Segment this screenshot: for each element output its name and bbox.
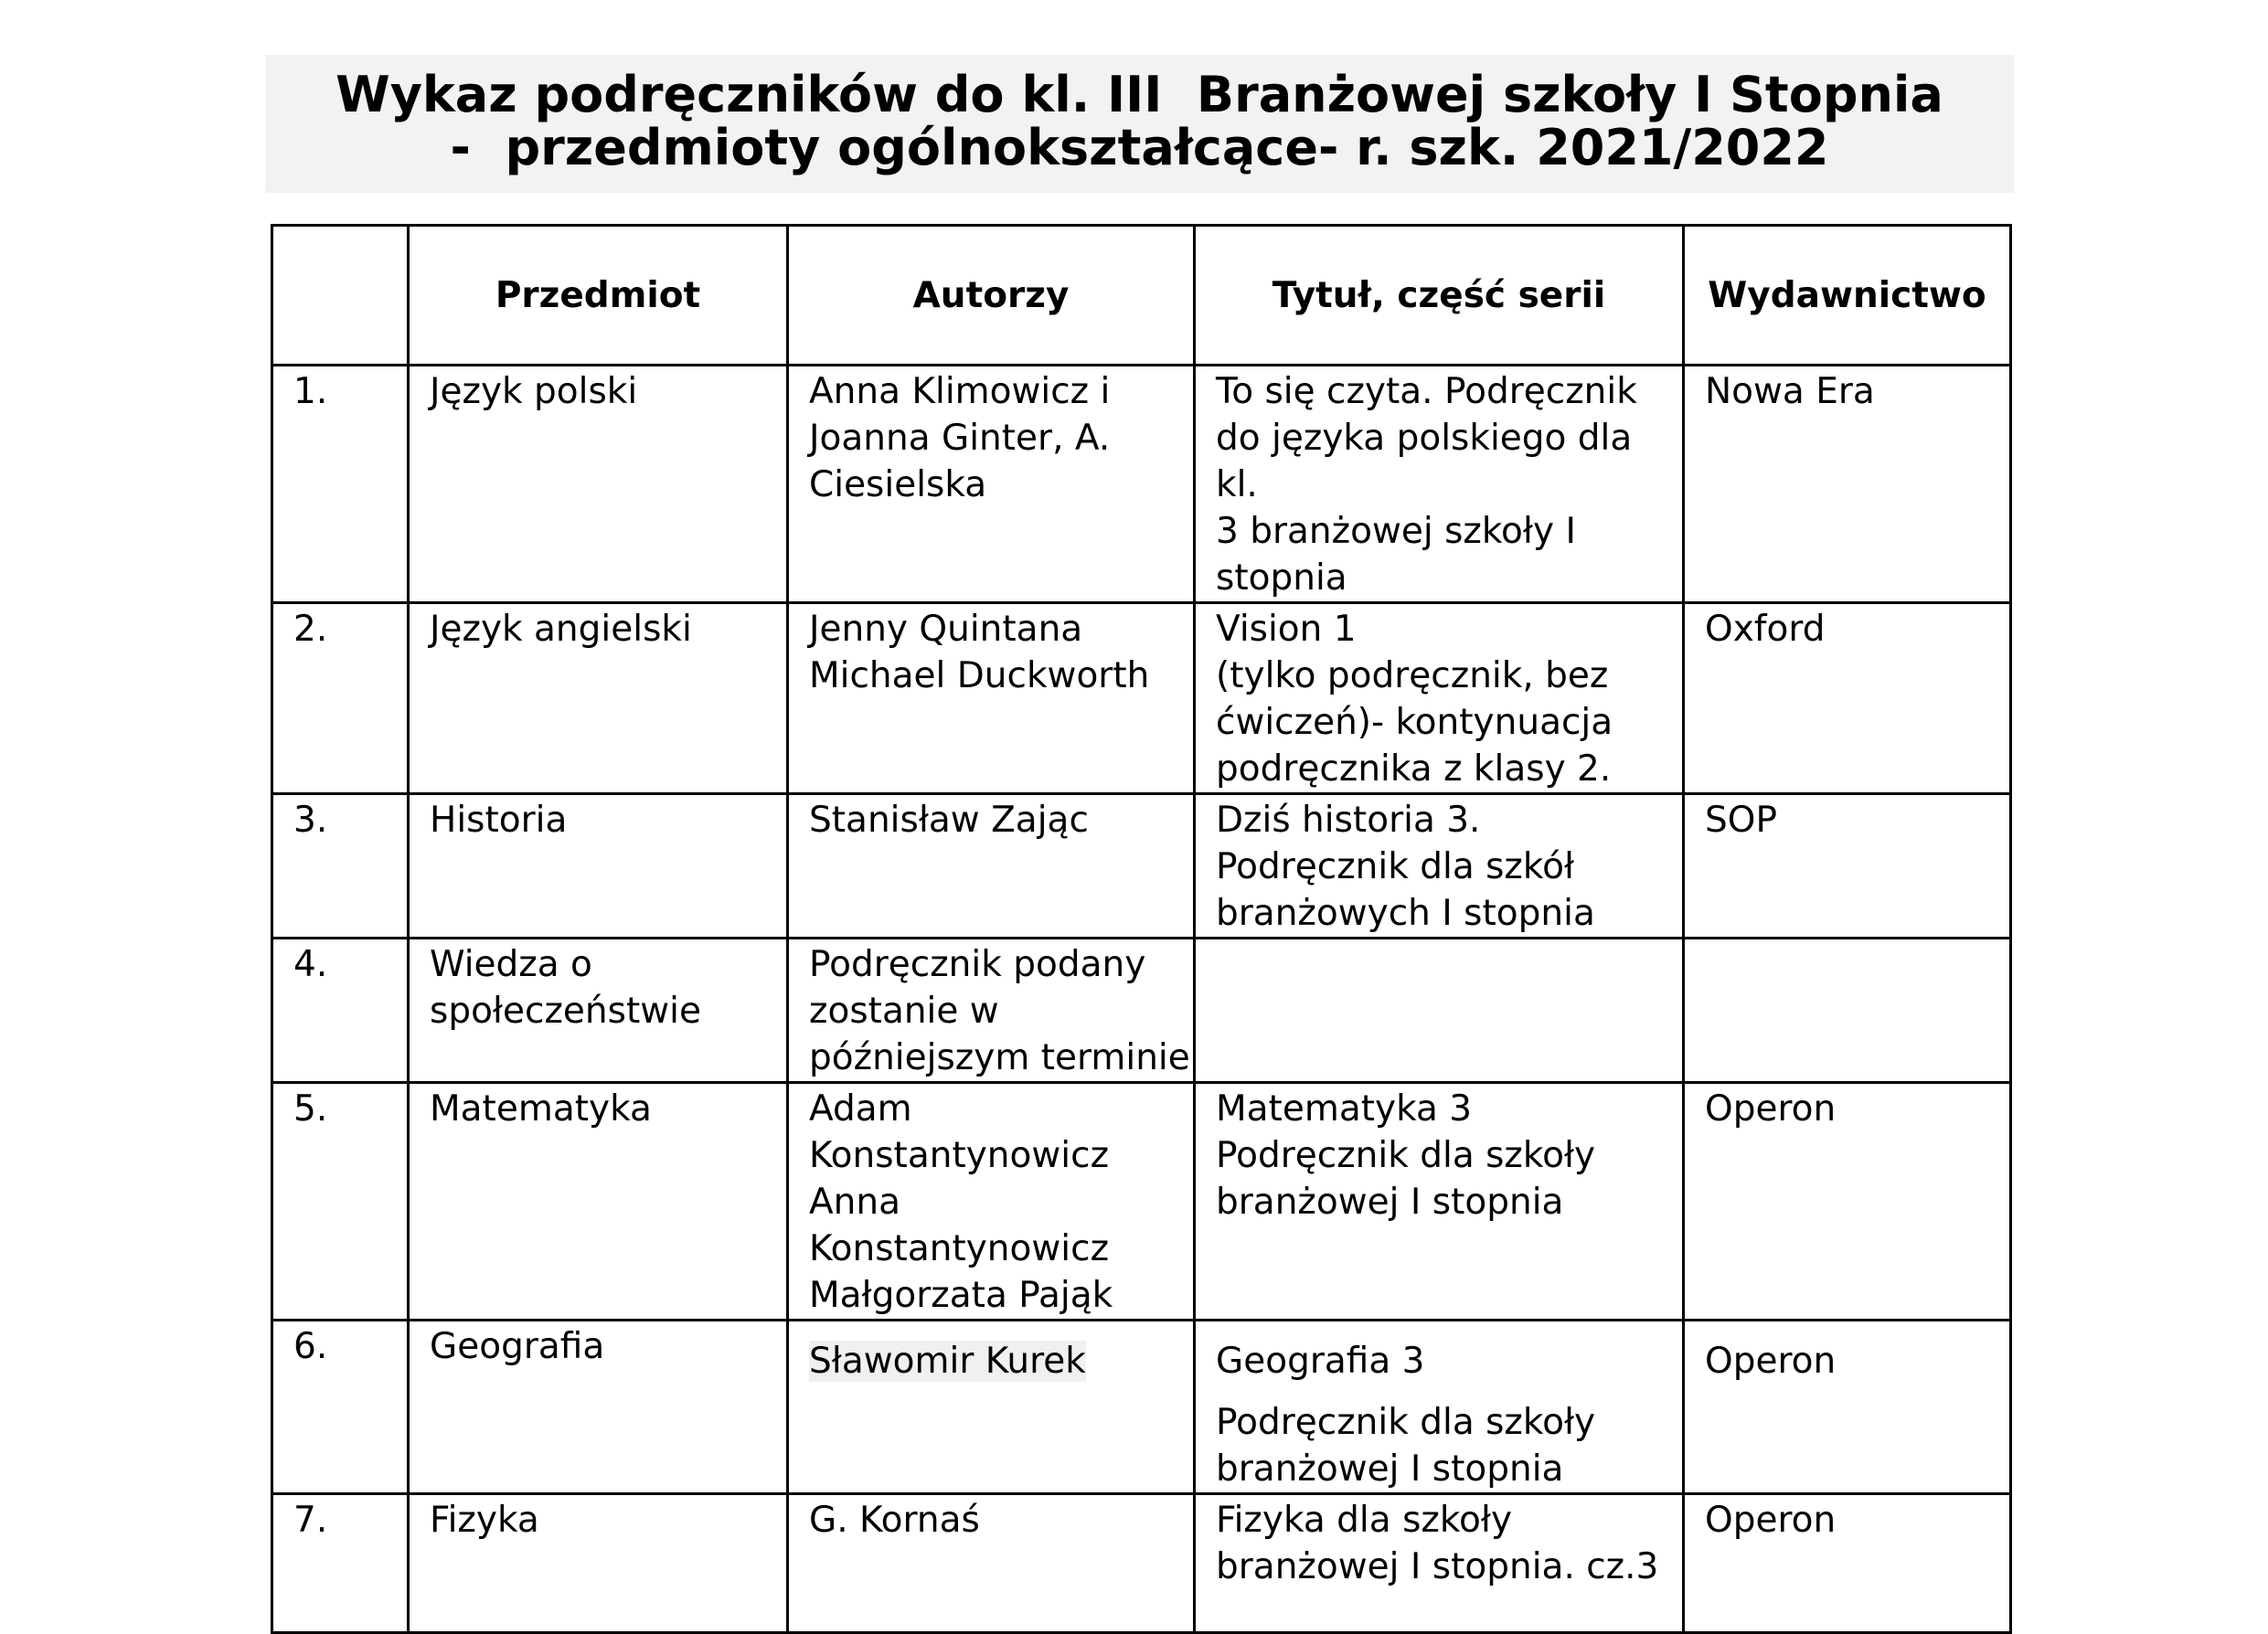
row-number: 2. [272, 603, 409, 794]
row-title: To się czyta. Podręcznik do języka polskiego dla kl. 3 branżowej szkoły I stopnia [1195, 366, 1684, 603]
header-authors: Autorzy [788, 226, 1195, 366]
row-title: Dziś historia 3. Podręcznik dla szkół branżowych I stopnia [1195, 794, 1684, 939]
row-publisher [1684, 1321, 2011, 1494]
row-number: 6. [272, 1321, 409, 1494]
row-subject: Fizyka [409, 1494, 788, 1633]
row-number: 7. [272, 1494, 409, 1633]
row-subject: Matematyka [409, 1083, 788, 1321]
author-name-highlight: Sławomir Kurek [809, 1341, 1086, 1382]
row-title [1195, 939, 1684, 1083]
title-line-2: - przedmioty ogólnokształcące- r. szk. 2021/2022 [450, 119, 1829, 176]
title-line-main: Geografia 3 [1216, 1341, 1425, 1382]
row-authors [788, 1321, 1195, 1494]
row-authors: G. Kornaś [788, 1494, 1195, 1633]
row-title: Matematyka 3 Podręcznik dla szkoły branżowej I stopnia [1195, 1083, 1684, 1321]
textbook-table [271, 224, 2012, 1634]
row-number: 3. [272, 794, 409, 939]
row-subject: Język polski [409, 366, 788, 603]
title-line-sub: Podręcznik dla szkoły branżowej I stopnia [1216, 1402, 1596, 1490]
row-number: 5. [272, 1083, 409, 1321]
row-number: 1. [272, 366, 409, 603]
row-publisher: Operon [1684, 1494, 2011, 1633]
table-row [272, 603, 2011, 794]
row-title [1195, 1321, 1684, 1494]
row-authors: Stanisław Zając [788, 794, 1195, 939]
table-row [272, 1321, 2011, 1494]
header-subject: Przedmiot [409, 226, 788, 366]
header-title: Tytuł, część serii [1195, 226, 1684, 366]
table-header-row [272, 226, 2011, 366]
title-line-1: Wykaz podręczników do kl. III Branżowej szkoły I Stopnia [335, 66, 1943, 123]
table-row [272, 1083, 2011, 1321]
row-title: Vision 1 (tylko podręcznik, bez ćwiczeń)- kontynuacja podręcznika z klasy 2. [1195, 603, 1684, 794]
row-subject: Geografia [409, 1321, 788, 1494]
row-authors: Adam Konstantynowicz Anna Konstantynowicz Małgorzata Pająk [788, 1083, 1195, 1321]
row-authors: Anna Klimowicz i Joanna Ginter, A. Ciesielska [788, 366, 1195, 603]
table-row [272, 939, 2011, 1083]
header-number [272, 226, 409, 366]
row-publisher [1684, 939, 2011, 1083]
row-title: Fizyka dla szkoły branżowej I stopnia. cz.3 [1195, 1494, 1684, 1633]
table-row [272, 366, 2011, 603]
row-publisher: Nowa Era [1684, 366, 2011, 603]
row-publisher: SOP [1684, 794, 2011, 939]
row-subject: Język angielski [409, 603, 788, 794]
row-publisher: Oxford [1684, 603, 2011, 794]
row-authors: Jenny Quintana Michael Duckworth [788, 603, 1195, 794]
publisher-name: Operon [1705, 1341, 1837, 1382]
row-number: 4. [272, 939, 409, 1083]
row-subject: Historia [409, 794, 788, 939]
table-row [272, 794, 2011, 939]
page-title [265, 55, 2014, 193]
row-publisher: Operon [1684, 1083, 2011, 1321]
table-row [272, 1494, 2011, 1633]
header-publisher: Wydawnictwo [1684, 226, 2011, 366]
row-authors: Podręcznik podany zostanie w późniejszym terminie [788, 939, 1195, 1083]
row-subject: Wiedza o społeczeństwie [409, 939, 788, 1083]
